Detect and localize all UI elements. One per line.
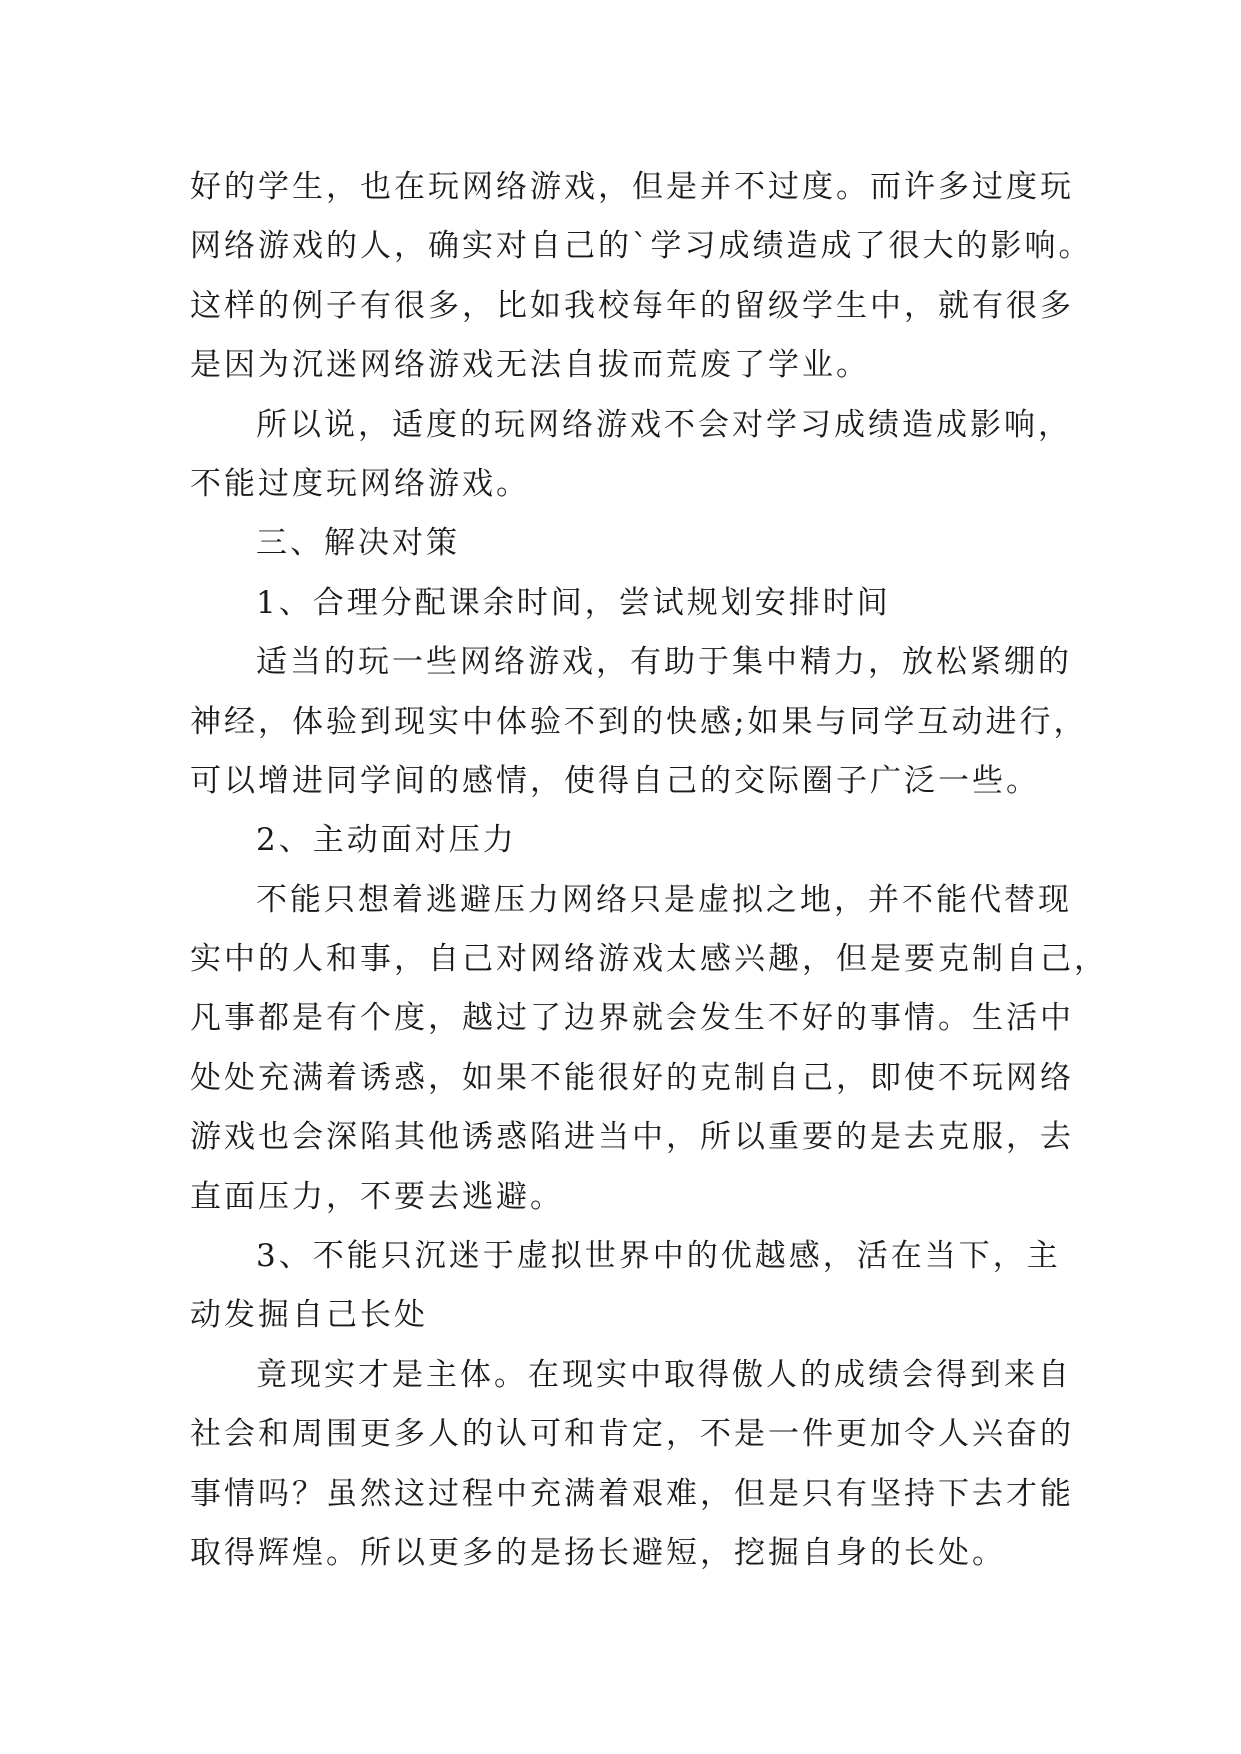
text-line: 动发掘自己长处 [190,1297,428,1334]
text-line: 1、合理分配课余时间，尝试规划安排时间 [256,584,891,621]
text-line: 适当的玩一些网络游戏，有助于集中精力，放松紧绷的 [256,644,1072,681]
text-line: 神经，体验到现实中体验不到的快感;如果与同学互动进行， [190,703,1088,740]
text-line: 处处充满着诱惑，如果不能很好的克制自己，即使不玩网络 [190,1059,1074,1096]
text-line: 社会和周围更多人的认可和肯定，不是一件更加令人兴奋的 [190,1416,1074,1453]
text-line: 好的学生，也在玩网络游戏，但是并不过度。而许多过度玩 [190,169,1074,205]
text-line: 直面压力，不要去逃避。 [190,1178,564,1215]
text-line: 可以增进同学间的感情，使得自己的交际圈子广泛一些。 [190,762,1040,799]
text-line: 事情吗？虽然这过程中充满着艰难，但是只有坚持下去才能 [190,1475,1074,1512]
text-line: 游戏也会深陷其他诱惑陷进当中，所以重要的是去克服，去 [190,1119,1074,1156]
text-line: 实中的人和事，自己对网络游戏太感兴趣，但是要克制自己， [190,941,1108,978]
text-line: 是因为沉迷网络游戏无法自拔而荒废了学业。 [190,347,870,384]
text-line: 竟现实才是主体。在现实中取得傲人的成绩会得到来自 [256,1356,1072,1393]
text-line: 三、解决对策 [256,525,460,562]
document-body [190,158,1108,1583]
text-line: 取得辉煌。所以更多的是扬长避短，挖掘自身的长处。 [190,1534,1006,1571]
text-line: 不能过度玩网络游戏。 [190,465,530,502]
text-line: 2、主动面对压力 [256,822,517,859]
text-line: 网络游戏的人，确实对自己的`学习成绩造成了很大的影响。 [190,228,1093,265]
text-line: 所以说，适度的玩网络游戏不会对学习成绩造成影响， [256,406,1072,443]
text-line: 3、不能只沉迷于虚拟世界中的优越感，活在当下，主 [256,1238,1061,1275]
text-line: 这样的例子有很多，比如我校每年的留级学生中，就有很多 [190,287,1074,324]
text-line: 不能只想着逃避压力网络只是虚拟之地，并不能代替现 [256,881,1072,918]
text-line: 凡事都是有个度，越过了边界就会发生不好的事情。生活中 [190,1000,1074,1037]
